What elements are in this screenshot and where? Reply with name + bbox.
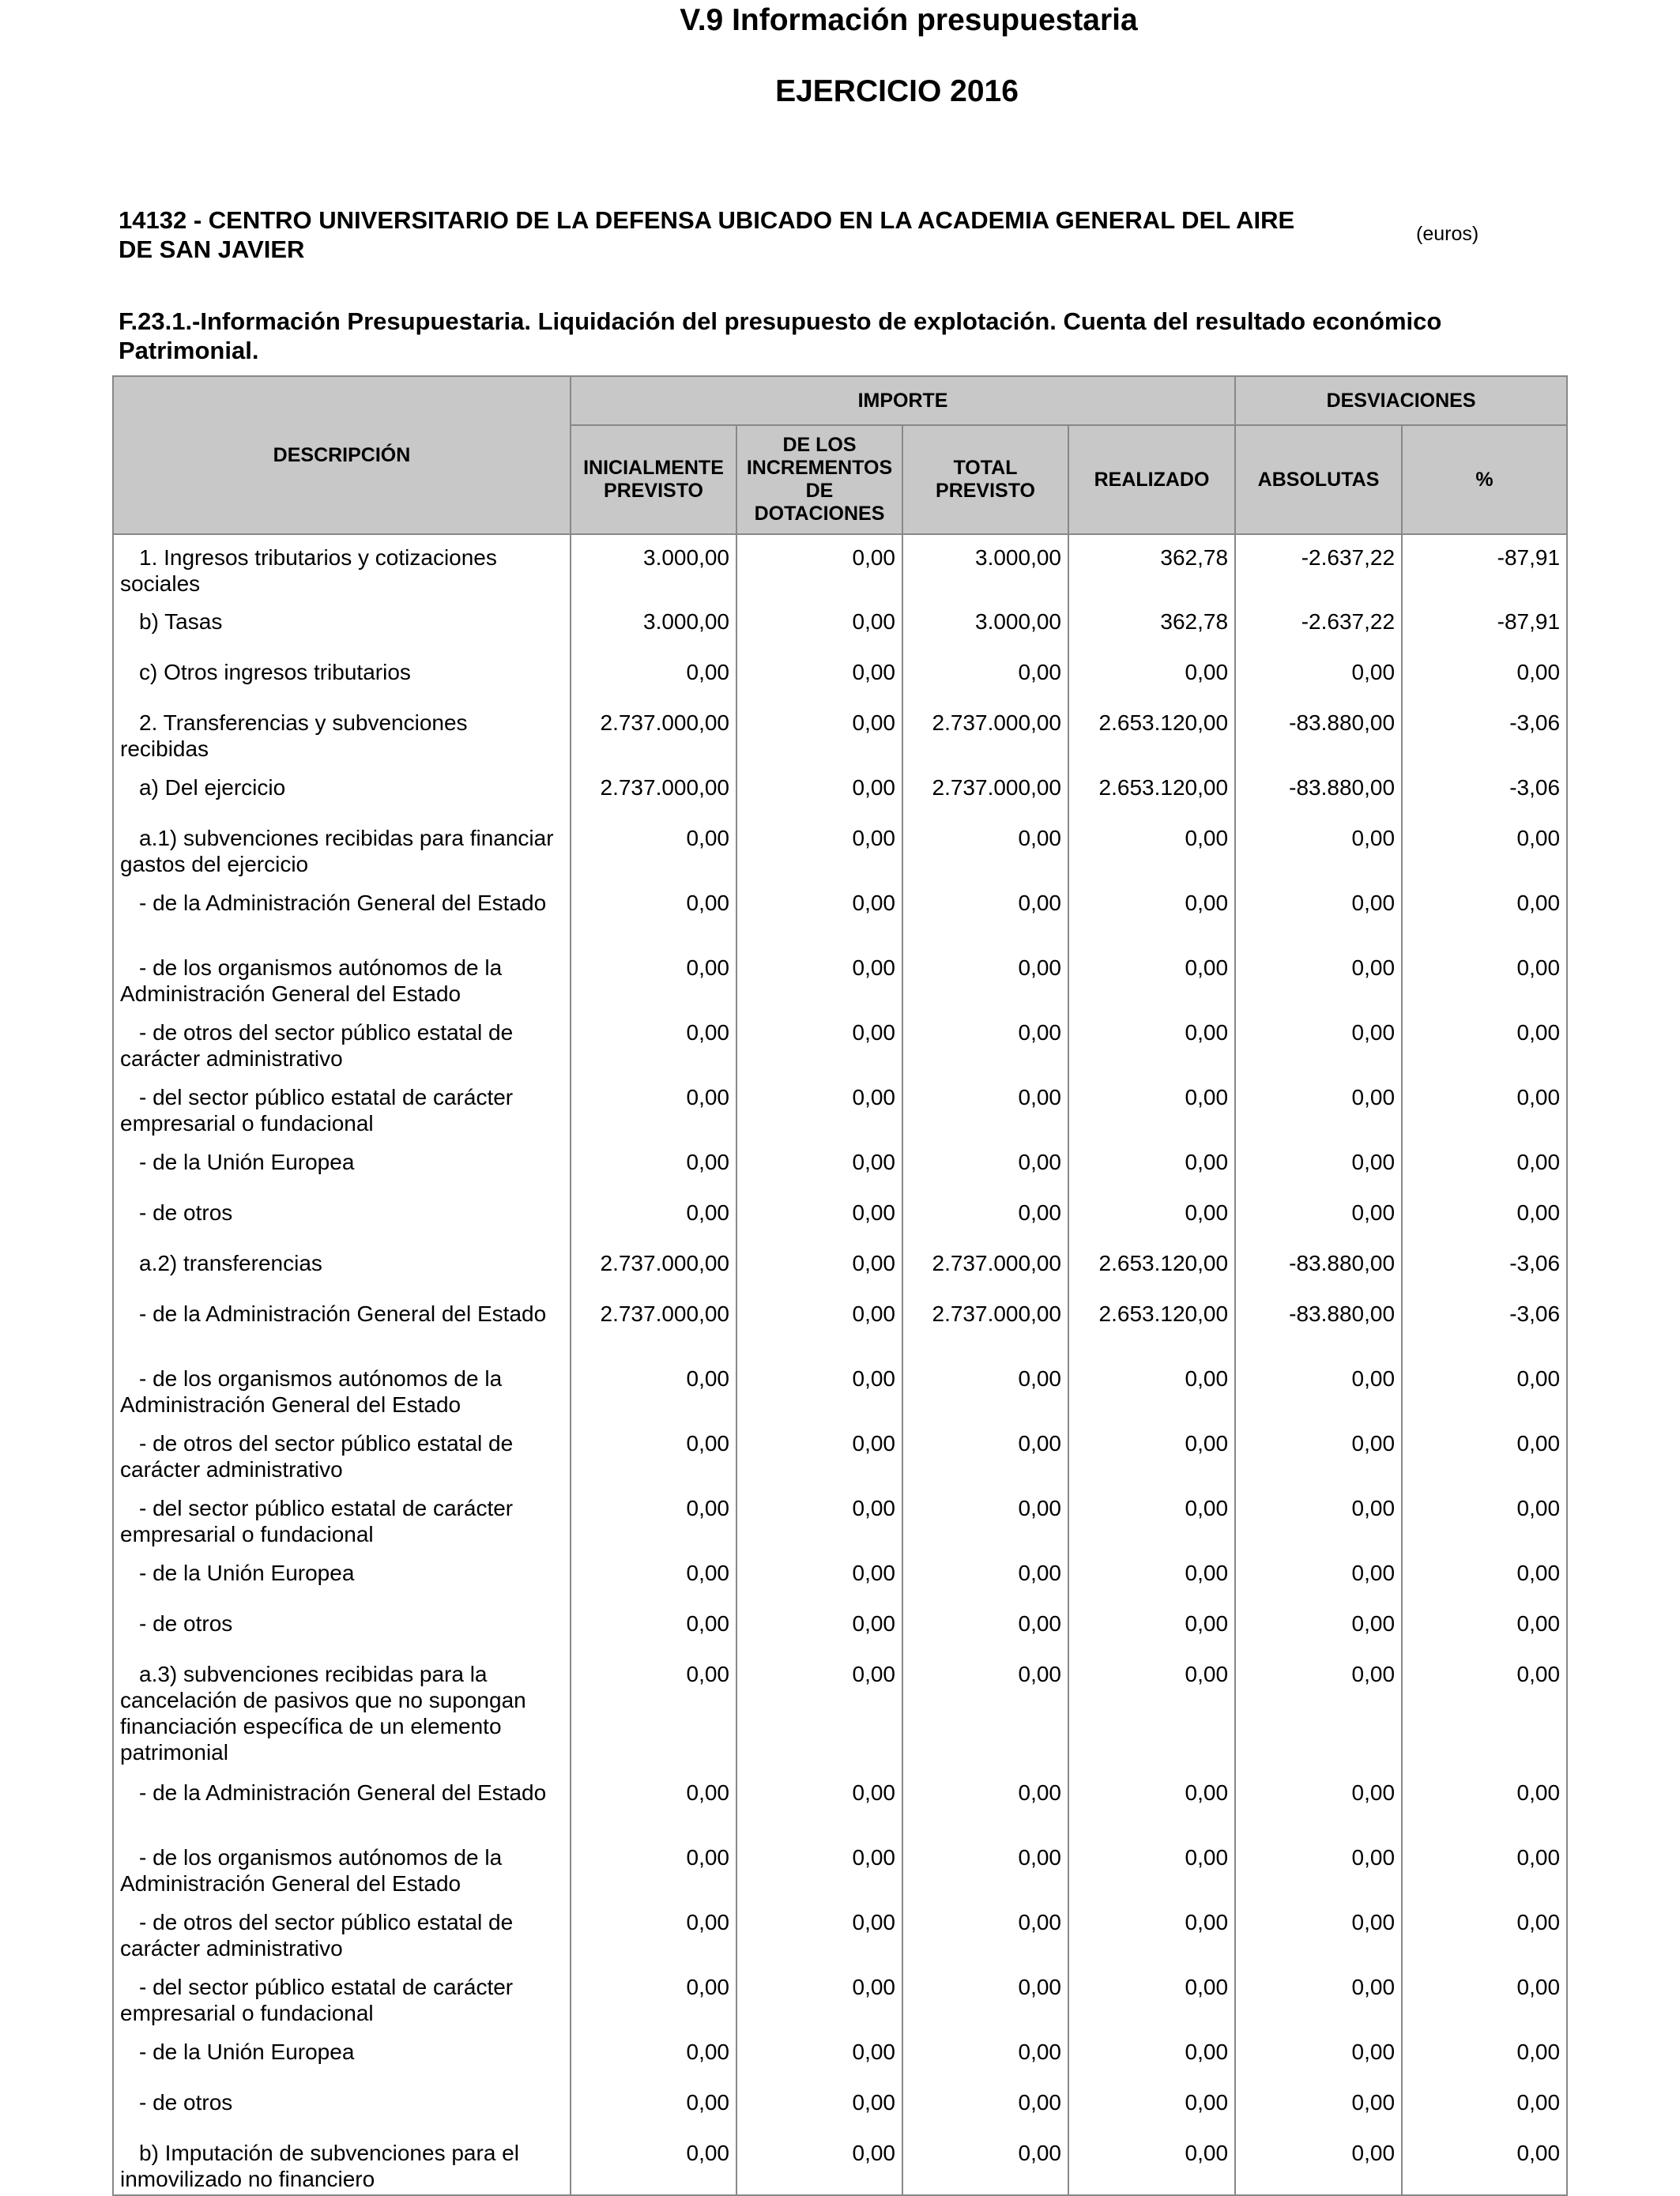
row-value: 0,00: [1235, 1139, 1402, 1190]
row-value: -83.880,00: [1235, 700, 1402, 765]
row-value: 0,00: [1068, 1421, 1235, 1486]
row-value: 0,00: [1068, 2130, 1235, 2195]
row-value: 0,00: [1402, 2130, 1567, 2195]
row-value: 2.737.000,00: [902, 1241, 1068, 1291]
row-value: 0,00: [1402, 1601, 1567, 1652]
row-value: 0,00: [736, 599, 902, 650]
row-value: 2.737.000,00: [902, 1291, 1068, 1356]
row-value: 0,00: [1068, 1770, 1235, 1835]
table-row: [113, 945, 1567, 1010]
row-value: 0,00: [736, 1190, 902, 1241]
row-description: - de la Administración General del Estado: [113, 880, 571, 945]
row-value: 0,00: [571, 945, 736, 1010]
row-value: 0,00: [571, 1770, 736, 1835]
table-row: [113, 1010, 1567, 1075]
row-value: 0,00: [1402, 1486, 1567, 1550]
row-description: 1. Ingresos tributarios y cotizaciones sociales: [113, 534, 571, 599]
table-row: [113, 1550, 1567, 1601]
row-description: - de otros: [113, 2080, 571, 2130]
row-value: 0,00: [1235, 945, 1402, 1010]
row-value: -87,91: [1402, 534, 1567, 599]
row-value: 0,00: [1235, 1900, 1402, 1964]
row-value: 0,00: [571, 1486, 736, 1550]
row-value: 0,00: [1235, 1770, 1402, 1835]
row-value: 0,00: [571, 1652, 736, 1770]
row-value: 0,00: [736, 945, 902, 1010]
header-desviaciones: DESVIACIONES: [1235, 376, 1567, 425]
row-value: 3.000,00: [902, 534, 1068, 599]
row-value: 0,00: [736, 1075, 902, 1139]
row-value: 0,00: [1068, 1190, 1235, 1241]
row-description: - de otros del sector público estatal de carácter administrativo: [113, 1900, 571, 1964]
row-value: 0,00: [902, 1601, 1068, 1652]
row-value: 2.737.000,00: [571, 1291, 736, 1356]
row-value: 0,00: [736, 1291, 902, 1356]
row-value: -83.880,00: [1235, 1291, 1402, 1356]
row-value: 0,00: [571, 1601, 736, 1652]
row-value: 0,00: [1402, 1190, 1567, 1241]
row-value: 0,00: [1068, 945, 1235, 1010]
table-row: [113, 534, 1567, 599]
row-value: 2.737.000,00: [902, 700, 1068, 765]
row-value: 0,00: [736, 765, 902, 815]
row-description: b) Imputación de subvenciones para el inmovilizado no financiero: [113, 2130, 571, 2195]
table-row: [113, 1139, 1567, 1190]
row-value: 0,00: [902, 1550, 1068, 1601]
row-value: 0,00: [902, 1900, 1068, 1964]
row-value: 0,00: [1235, 1964, 1402, 2029]
row-description: a.3) subvenciones recibidas para la cancelación de pasivos que no supongan financiación específica de un elemento patrimonial: [113, 1652, 571, 1770]
row-value: 0,00: [1235, 1652, 1402, 1770]
header-incrementos-dotaciones: DE LOS INCREMENTOS DE DOTACIONES: [736, 425, 902, 534]
row-value: 2.737.000,00: [571, 1241, 736, 1291]
page-title: V.9 Información presupuestaria: [680, 3, 1138, 37]
row-value: 0,00: [1402, 880, 1567, 945]
header-descripcion: DESCRIPCIÓN: [113, 376, 571, 534]
row-value: 0,00: [571, 1964, 736, 2029]
row-value: 0,00: [1402, 1010, 1567, 1075]
row-value: 0,00: [736, 1770, 902, 1835]
row-value: 0,00: [1402, 650, 1567, 700]
row-description: - de la Unión Europea: [113, 1139, 571, 1190]
row-value: 0,00: [1068, 1900, 1235, 1964]
row-value: 0,00: [736, 2029, 902, 2080]
row-value: 0,00: [902, 815, 1068, 880]
row-value: 0,00: [1068, 1964, 1235, 2029]
row-description: - de otros del sector público estatal de carácter administrativo: [113, 1010, 571, 1075]
header-absolutas: ABSOLUTAS: [1235, 425, 1402, 534]
row-value: 0,00: [902, 2130, 1068, 2195]
table-row: [113, 1601, 1567, 1652]
row-value: 2.737.000,00: [571, 765, 736, 815]
row-value: 0,00: [902, 1421, 1068, 1486]
row-value: 0,00: [1235, 880, 1402, 945]
row-value: 0,00: [1402, 1421, 1567, 1486]
row-value: 0,00: [1068, 650, 1235, 700]
row-value: -3,06: [1402, 700, 1567, 765]
fiscal-year: EJERCICIO 2016: [775, 74, 1019, 108]
row-value: 0,00: [571, 1421, 736, 1486]
header-porcentaje: %: [1402, 425, 1567, 534]
row-value: 0,00: [571, 1075, 736, 1139]
row-value: 0,00: [1402, 1356, 1567, 1421]
budget-table: [112, 375, 1568, 2196]
row-value: 0,00: [1068, 1835, 1235, 1900]
table-row: [113, 1190, 1567, 1241]
row-description: - de los organismos autónomos de la Administración General del Estado: [113, 945, 571, 1010]
row-value: 0,00: [571, 1835, 736, 1900]
row-value: 0,00: [902, 1010, 1068, 1075]
row-value: 3.000,00: [571, 534, 736, 599]
row-value: 0,00: [1235, 1550, 1402, 1601]
row-value: 0,00: [1402, 945, 1567, 1010]
row-value: 0,00: [736, 1010, 902, 1075]
row-value: 0,00: [1402, 2029, 1567, 2080]
row-value: 362,78: [1068, 534, 1235, 599]
row-value: 0,00: [1235, 1356, 1402, 1421]
row-value: 0,00: [902, 2080, 1068, 2130]
row-value: 0,00: [902, 1075, 1068, 1139]
row-value: 0,00: [1068, 1075, 1235, 1139]
row-value: 0,00: [571, 1356, 736, 1421]
row-value: 0,00: [571, 1010, 736, 1075]
table-row: [113, 599, 1567, 650]
table-row: [113, 1835, 1567, 1900]
row-value: 0,00: [736, 2130, 902, 2195]
row-value: 0,00: [1402, 2080, 1567, 2130]
row-value: 0,00: [736, 1421, 902, 1486]
row-value: 0,00: [1068, 2080, 1235, 2130]
row-description: - de otros: [113, 1190, 571, 1241]
section-title: F.23.1.-Información Presupuestaria. Liquidación del presupuesto de explotación. Cuenta del resultado económico Patrimonial.: [119, 307, 1442, 364]
row-value: 0,00: [1068, 815, 1235, 880]
row-value: 0,00: [902, 945, 1068, 1010]
row-value: 0,00: [1402, 1770, 1567, 1835]
row-description: b) Tasas: [113, 599, 571, 650]
row-value: 0,00: [1235, 1190, 1402, 1241]
row-value: 2.653.120,00: [1068, 1241, 1235, 1291]
table-row: [113, 1291, 1567, 1356]
row-description: - de la Administración General del Estado: [113, 1291, 571, 1356]
row-value: 2.737.000,00: [571, 700, 736, 765]
row-description: 2. Transferencias y subvenciones recibidas: [113, 700, 571, 765]
table-row: [113, 1241, 1567, 1291]
row-value: 3.000,00: [571, 599, 736, 650]
row-description: - de otros del sector público estatal de carácter administrativo: [113, 1421, 571, 1486]
row-value: 0,00: [1235, 650, 1402, 700]
row-value: -3,06: [1402, 765, 1567, 815]
row-value: 0,00: [1068, 1139, 1235, 1190]
row-description: - de los organismos autónomos de la Administración General del Estado: [113, 1835, 571, 1900]
row-value: 2.653.120,00: [1068, 1291, 1235, 1356]
row-value: -3,06: [1402, 1291, 1567, 1356]
row-value: 0,00: [1235, 2029, 1402, 2080]
row-value: 2.737.000,00: [902, 765, 1068, 815]
row-description: - de los organismos autónomos de la Administración General del Estado: [113, 1356, 571, 1421]
row-description: - de la Administración General del Estado: [113, 1770, 571, 1835]
row-value: 0,00: [736, 2080, 902, 2130]
row-value: 0,00: [571, 2080, 736, 2130]
table-row: [113, 1486, 1567, 1550]
row-value: 0,00: [902, 1486, 1068, 1550]
header-importe: IMPORTE: [571, 376, 1235, 425]
row-value: 0,00: [571, 1190, 736, 1241]
row-value: 0,00: [1402, 1964, 1567, 2029]
row-value: 0,00: [571, 1900, 736, 1964]
table-row: [113, 815, 1567, 880]
entity-name: 14132 - CENTRO UNIVERSITARIO DE LA DEFENSA UBICADO EN LA ACADEMIA GENERAL DEL AIRE DE SAN JAVIER: [119, 206, 1295, 263]
table-row: [113, 700, 1567, 765]
row-value: 0,00: [1402, 1075, 1567, 1139]
row-value: 0,00: [736, 1241, 902, 1291]
row-description: - del sector público estatal de carácter empresarial o fundacional: [113, 1964, 571, 2029]
row-value: 0,00: [571, 2029, 736, 2080]
row-value: 0,00: [1402, 1652, 1567, 1770]
row-value: 0,00: [736, 1964, 902, 2029]
row-value: -83.880,00: [1235, 1241, 1402, 1291]
row-value: -2.637,22: [1235, 534, 1402, 599]
row-value: 2.653.120,00: [1068, 700, 1235, 765]
row-value: 0,00: [1068, 880, 1235, 945]
currency-units: (euros): [1416, 223, 1479, 245]
row-description: - del sector público estatal de carácter empresarial o fundacional: [113, 1075, 571, 1139]
row-value: 0,00: [736, 1601, 902, 1652]
row-value: 0,00: [571, 1139, 736, 1190]
row-value: 0,00: [736, 1550, 902, 1601]
row-value: 0,00: [1235, 2130, 1402, 2195]
row-value: -2.637,22: [1235, 599, 1402, 650]
row-value: 0,00: [736, 815, 902, 880]
table-row: [113, 1770, 1567, 1835]
row-value: 0,00: [1402, 1139, 1567, 1190]
row-description: - de la Unión Europea: [113, 2029, 571, 2080]
row-value: 0,00: [736, 1356, 902, 1421]
row-value: 0,00: [1235, 1835, 1402, 1900]
row-value: 0,00: [1068, 1550, 1235, 1601]
row-value: 0,00: [902, 1770, 1068, 1835]
row-description: - del sector público estatal de carácter empresarial o fundacional: [113, 1486, 571, 1550]
row-value: 0,00: [902, 1190, 1068, 1241]
row-value: 0,00: [1402, 1835, 1567, 1900]
row-value: -83.880,00: [1235, 765, 1402, 815]
row-value: -87,91: [1402, 599, 1567, 650]
row-value: 0,00: [736, 700, 902, 765]
row-value: 0,00: [571, 2130, 736, 2195]
row-value: 0,00: [1235, 1010, 1402, 1075]
table-row: [113, 880, 1567, 945]
row-description: a.2) transferencias: [113, 1241, 571, 1291]
row-value: 0,00: [1402, 1900, 1567, 1964]
table-row: [113, 1421, 1567, 1486]
row-value: 0,00: [736, 1652, 902, 1770]
row-value: 0,00: [1068, 1486, 1235, 1550]
row-description: - de otros: [113, 1601, 571, 1652]
row-description: a.1) subvenciones recibidas para financiar gastos del ejercicio: [113, 815, 571, 880]
table-row: [113, 2130, 1567, 2195]
row-value: 0,00: [1235, 815, 1402, 880]
header-total-previsto: TOTAL PREVISTO: [902, 425, 1068, 534]
table-row: [113, 650, 1567, 700]
header-inicialmente-previsto: INICIALMENTE PREVISTO: [571, 425, 736, 534]
table-row: [113, 1900, 1567, 1964]
row-value: 0,00: [1235, 2080, 1402, 2130]
row-description: c) Otros ingresos tributarios: [113, 650, 571, 700]
row-value: 0,00: [736, 1139, 902, 1190]
row-value: 0,00: [571, 1550, 736, 1601]
row-value: 0,00: [571, 650, 736, 700]
row-value: 0,00: [736, 1486, 902, 1550]
row-value: 0,00: [902, 650, 1068, 700]
header-realizado: REALIZADO: [1068, 425, 1235, 534]
row-value: -3,06: [1402, 1241, 1567, 1291]
row-value: 0,00: [1402, 815, 1567, 880]
row-value: 0,00: [1402, 1550, 1567, 1601]
table-row: [113, 1356, 1567, 1421]
row-value: 0,00: [1068, 1601, 1235, 1652]
row-value: 3.000,00: [902, 599, 1068, 650]
row-value: 0,00: [902, 1835, 1068, 1900]
row-value: 0,00: [1235, 1421, 1402, 1486]
row-value: 0,00: [902, 880, 1068, 945]
row-value: 0,00: [902, 1356, 1068, 1421]
table-row: [113, 2080, 1567, 2130]
row-value: 0,00: [902, 2029, 1068, 2080]
row-value: 0,00: [902, 1652, 1068, 1770]
row-value: 0,00: [1235, 1075, 1402, 1139]
table-row: [113, 1652, 1567, 1770]
row-description: a) Del ejercicio: [113, 765, 571, 815]
row-value: 2.653.120,00: [1068, 765, 1235, 815]
table-row: [113, 2029, 1567, 2080]
row-value: 0,00: [736, 650, 902, 700]
row-value: 0,00: [736, 1900, 902, 1964]
row-value: 0,00: [571, 880, 736, 945]
row-value: 0,00: [1068, 1652, 1235, 1770]
row-value: 0,00: [902, 1139, 1068, 1190]
table-row: [113, 1964, 1567, 2029]
row-description: - de la Unión Europea: [113, 1550, 571, 1601]
row-value: 0,00: [1068, 2029, 1235, 2080]
table-body: [113, 534, 1567, 2195]
row-value: 0,00: [736, 880, 902, 945]
table-row: [113, 1075, 1567, 1139]
row-value: 0,00: [1235, 1486, 1402, 1550]
row-value: 362,78: [1068, 599, 1235, 650]
row-value: 0,00: [902, 1964, 1068, 2029]
row-value: 0,00: [736, 1835, 902, 1900]
row-value: 0,00: [1068, 1010, 1235, 1075]
row-value: 0,00: [736, 534, 902, 599]
row-value: 0,00: [1068, 1356, 1235, 1421]
row-value: 0,00: [1235, 1601, 1402, 1652]
row-value: 0,00: [571, 815, 736, 880]
table-row: [113, 765, 1567, 815]
